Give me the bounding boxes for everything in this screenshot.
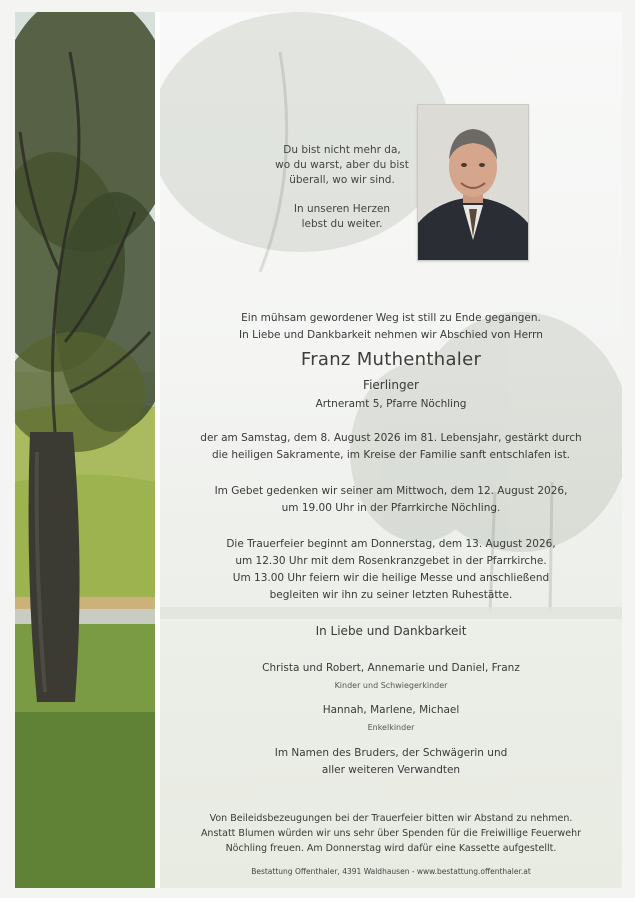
intro-line: In Liebe und Dankbarkeit nehmen wir Abschied von Herrn <box>239 329 543 341</box>
poem-line: überall, wo wir sind. <box>289 174 395 186</box>
donation-line: Anstatt Blumen würden wir uns sehr über Spenden für die Freiwillige Feuerwehr <box>200 828 582 839</box>
funeral-line: begleiten wir ihn zu seiner letzten Ruhestätte. <box>269 589 513 601</box>
tree-illustration <box>15 12 155 888</box>
deceased-nickname: Fierlinger <box>363 378 419 392</box>
undertaker-footer: Bestattung Offenthaler, 4391 Waldhausen - www.bestattung.offenthaler.at <box>251 867 531 876</box>
funeral-line: Die Trauerfeier beginnt am Donnerstag, dem 13. August 2026, <box>226 538 556 550</box>
funeral-info <box>160 536 622 604</box>
obituary-card <box>15 12 622 888</box>
death-notice-line: der am Samstag, dem 8. August 2026 im 81. Lebensjahr, gestärkt durch <box>200 432 582 444</box>
intro-line: Ein mühsam gewordener Weg ist still zu Ende gegangen. <box>241 312 541 324</box>
notice-content <box>160 12 622 888</box>
donation-note <box>160 811 622 856</box>
poem-line: In unseren Herzen <box>293 203 391 215</box>
tree-photo-strip <box>15 12 155 888</box>
poem-line: lebst du weiter. <box>301 218 383 230</box>
memorial-poem <box>272 143 412 232</box>
death-notice-line: die heiligen Sakramente, im Kreise der Familie sanft entschlafen ist. <box>211 449 571 461</box>
children-names: Christa und Robert, Annemarie und Daniel, Franz <box>262 662 520 674</box>
death-notice <box>160 430 622 464</box>
donation-line: Von Beileidsbezeugungen bei der Trauerfeier bitten wir Abstand zu nehmen. <box>209 813 573 824</box>
closing-phrase: In Liebe und Dankbarkeit <box>315 624 467 638</box>
prayer-line: um 19.00 Uhr in der Pfarrkirche Nöchling. <box>281 502 501 514</box>
relatives-line: aller weiteren Verwandten <box>321 764 461 776</box>
grandchildren-names: Hannah, Marlene, Michael <box>322 704 460 716</box>
funeral-line: Um 13.00 Uhr feiern wir die heilige Messe und anschließend <box>232 572 550 584</box>
grandchildren-caption: Enkelkinder <box>367 723 415 732</box>
children-caption: Kinder und Schwiegerkinder <box>334 681 448 690</box>
portrait-illustration <box>418 105 528 260</box>
poem-line: Du bist nicht mehr da, <box>283 144 401 156</box>
funeral-line: um 12.30 Uhr mit dem Rosenkranzgebet in der Pfarrkirche. <box>235 555 547 567</box>
deceased-address: Artneramt 5, Pfarre Nöchling <box>315 398 467 410</box>
intro-text <box>160 310 622 344</box>
relatives-line: Im Namen des Bruders, der Schwägerin und <box>274 747 508 759</box>
other-relatives <box>160 745 622 779</box>
prayer-info <box>160 483 622 517</box>
portrait-photo <box>417 104 529 261</box>
prayer-line: Im Gebet gedenken wir seiner am Mittwoch, dem 12. August 2026, <box>214 485 568 497</box>
deceased-name: Franz Muthenthaler <box>300 349 482 370</box>
poem-line: wo du warst, aber du bist <box>275 159 409 171</box>
donation-line: Nöchling freuen. Am Donnerstag wird dafür eine Kassette aufgestellt. <box>225 843 557 854</box>
